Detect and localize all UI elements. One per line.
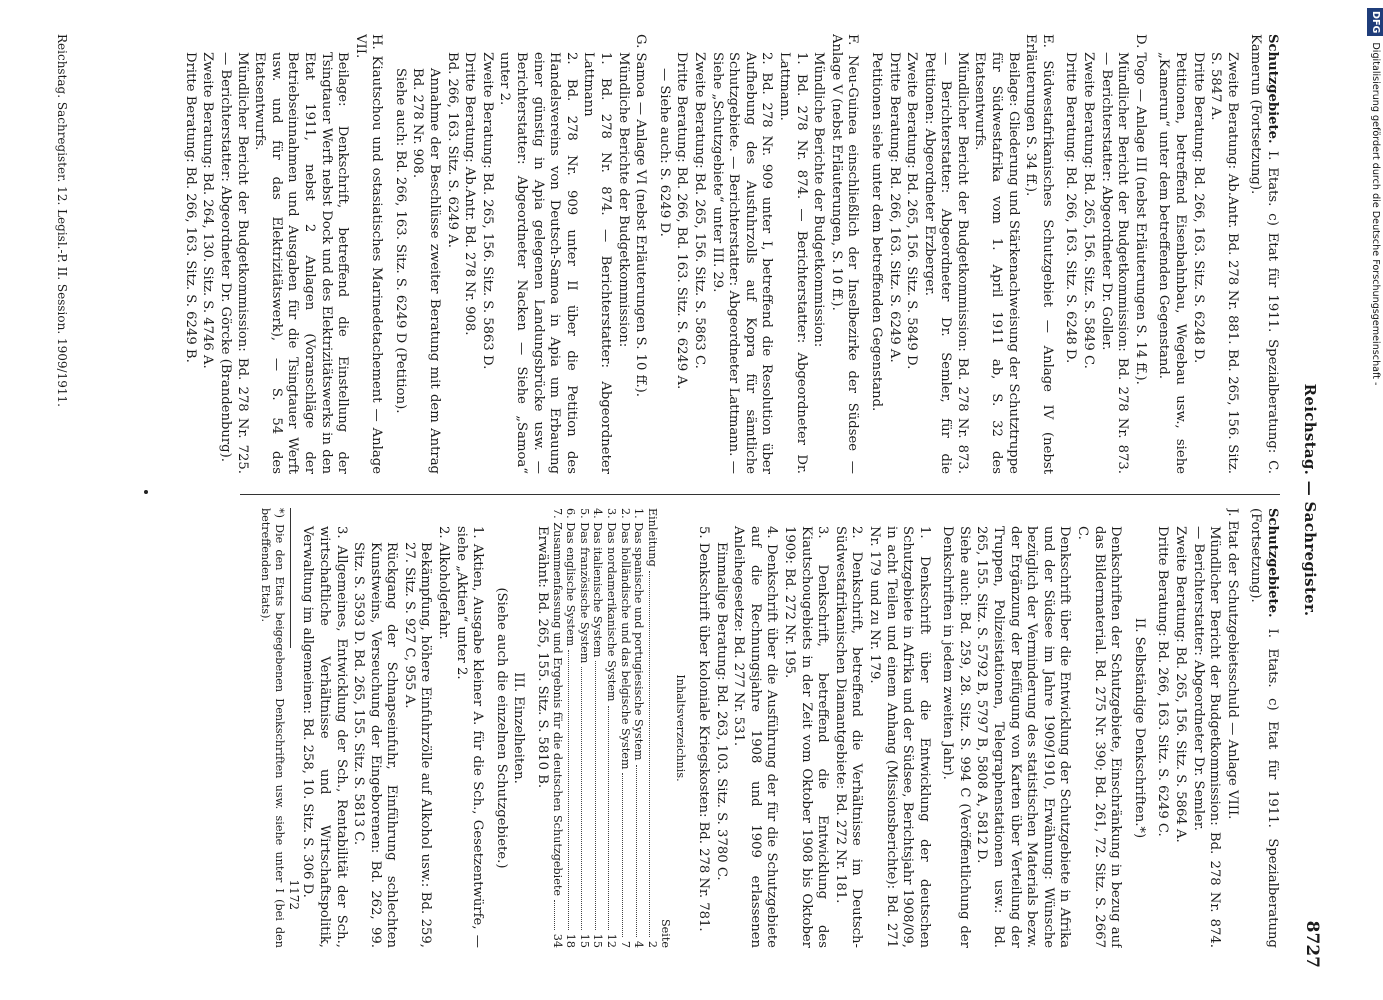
toc-entry [604,508,618,948]
toc-leader [622,773,632,936]
register-entry [580,52,613,474]
entry-text: Erwähnt: Bd. 265, 155. Sitz. S. 5810 B. [535,526,551,789]
register-entry [730,526,780,948]
entry-text: Siehe auch: Bd. 266, 163. Sitz. S. 6249 D (Petition). [392,68,408,414]
entry-text: Zweite Beratung: Bd. 265, 156. Sitz. S. 5863 D. [479,52,495,370]
paragraph-gap [860,34,866,474]
entry-text: F. Neu-Guinea einschließlich der Inselbezirke der Südsee — Anlage V (nebst Erläuterungen, S. 10 ff.). [828,34,861,474]
entry-text: 1. Bd. 278 Nr. 874. — Berichterstatter: Abgeordneter Lattmann [581,52,614,474]
toc-entry [632,508,646,948]
entry-text: Dritte Beratung: Bd. 266, 163. Sitz. S. 6249 B. [182,52,198,363]
register-entry [478,52,495,474]
entry-text: 1. Denkschrift über die Entwicklung der deutschen Schutzgebiete in Afrika und der Südsee, Berichtsjahr 1908/09, in acht Teilen und einem Anhang (Missionsberichte): Bd. 271 Nr. 179 und zu Nr. 179. [866,526,932,948]
entry-text: Annahme der Beschlüsse zweiter Beratung mit dem Antrag Bd. 278 Nr. 908. [410,68,443,474]
entry-text: Mündliche Berichte der Budgetkommission: [615,52,631,348]
register-entry [1189,526,1222,948]
register-entry [351,34,384,474]
entry-text: Dritte Beratung: Ab.Antr. Bd. 278 Nr. 908. [462,52,478,336]
register-entry [181,52,198,474]
register-entry [632,34,649,474]
toc-label: 4. Das italienische System [591,508,605,658]
bullet-mark [144,490,148,494]
toc-leader [595,661,605,929]
paragraph-gap [932,508,938,948]
register-entry [251,52,351,474]
paragraph-gap [384,34,390,474]
entry-text: Mündlicher Bericht der Budgetkommission: Bd. 278 Nr. 873. — Berichterstatter: Abgeordneter Dr. Goller. [1098,52,1131,474]
toc-entry [645,508,659,948]
toc-label: 7. Zusammenfassung und Ergebnis für die deutschen Schutzgebiete [550,508,564,896]
register-entry [1247,508,1280,948]
register-entry [865,526,931,948]
register-entry [1155,52,1188,474]
toc-page: 2 [645,940,659,948]
toc-page: 15 [591,933,605,948]
entry-text: Zweite Beratung: Bd. 264, 130. Sitz. S. 4746 A. [200,52,216,369]
toc-leader [554,900,564,930]
register-entry [673,52,690,474]
page-number: 8727 [1302,920,1322,968]
toc-label: 3. Das nordamerikanische System [605,508,619,702]
toc-entry [618,508,632,948]
toc-label: Einleitung [645,508,659,567]
entry-text: Rückgang der Schnapseinfuhr, Einführung schlechten Kunstweins, Verseuchung der Eingeborenen: Bd. 262, 99. Sitz. S. 3593 D. Bd. 265, 155. Sitz. S. 5813 C. [351,542,400,948]
register-entry [452,526,485,948]
register-entry [299,526,349,948]
register-entry [492,508,509,948]
register-entry [391,68,408,474]
entry-text: 2. Denkschrift, betreffend die Verhältnisse im Deutsch-Südwestafrikanischen Diamantgebiete: Bd. 272 Nr. 181. [832,526,865,948]
entry-text: Mündlicher Bericht der Budgetkommission: Bd. 278 Nr. 873. — Berichterstatter: Abgeordneter Dr. Semler, für die Petitionen: Abgeordneter Erzberger. [921,52,970,474]
entry-text: Siehe auch: Bd. 259, 28. Sitz. S. 994 C (Veröffentlichung der Denkschriften in jedem zweiten Jahr). [940,526,972,948]
register-entry [216,52,249,474]
register-entry [831,526,864,948]
entry-text: J. Etat der Schutzgebietsschuld — Anlage VIII. [1224,508,1240,820]
entry-text: Inhaltsverzeichnis. [674,674,688,782]
paragraph-gap [1123,508,1129,948]
register-entry [1130,508,1147,948]
register-entry [400,542,433,948]
register-entry [694,526,711,948]
register-entry [443,52,460,474]
entry-text: 5. Denkschrift über koloniale Kriegskosten: Bd. 278 Nr. 781. [696,526,711,932]
register-entry [920,52,970,474]
entry-text: *) Die den Etats beigegebenen Denkschriften usw. siehe unter I (bei den betreffenden Etats). [258,508,286,948]
entry-text: Einmalige Beratung: Bd. 263, 103. Sitz. S. 3780 C. [713,542,729,881]
register-entry [712,542,729,948]
entry-text: Zweite Beratung: Bd. 265, 156. Sitz. S. 5849 D. [904,52,920,370]
toc-leader [568,650,578,930]
entry-text: Dritte Beratung: Bd. 266, 163. Sitz. S. 6249 A. [886,52,902,363]
toc-entry [591,508,605,948]
register-entry [510,508,527,948]
entry-text: 1. Bd. 278 Nr. 874. — Berichterstatter: Abgeordneter Dr. Lattmann. [776,52,809,474]
register-entry [780,526,830,948]
register-entry [461,52,478,474]
entry-text: I. Etats. c) Etat für 1911. Spezialberatung: C. Kamerun (Fortsetzung). [1248,34,1280,474]
entry-text: 3. Denkschrift, betreffend die Entwicklung des Kiautschougebiets in der Zeit vom Oktober 1908 bis Oktober 1909: Bd. 272 Nr. 195. [781,526,831,948]
entry-text: Mündlicher Bericht der Budgetkommission: Bd. 278 Nr. 874. — Berichterstatter: Abgeordneter Dr. Semler. [1190,526,1223,948]
entry-text: Denkschrift über die Entwicklung der Schutzgebiete in Afrika und der Südsee im Jahre 1909/1910, Erwähnung: Wünsche bezüglich der Verminderung des statistischen Materials bezw. der Ergänzung der Beifügung von Karten über Verteilung der Truppen, Polizeistationen, Telegraphenstationen usw.: Bd. 265, 155. Sitz. S. 5792 B, 5797 B, 5808 A, 5812 D. [974,526,1073,948]
entry-text: Zweite Beratung: Bd. 265, 156. Sitz. S. 5864 A. [1173,526,1189,843]
toc-label: 1. Das spanische und portugiesische System [632,508,646,761]
entry-text: H. Kiautschou und ostasiatisches Marinedetachement — Anlage VII. [352,34,385,474]
paragraph-gap [648,34,654,474]
right-column [50,508,1280,948]
toc-label: 5. Das französische System [577,508,591,664]
register-entry [973,526,1073,948]
rotated-page [32,20,1332,980]
entry-text: Zweite Beratung: Bd. 265, 156. Sitz. S. 5849 C. [1081,52,1097,369]
toc-page: 12 [605,933,619,948]
column-divider [240,494,1280,495]
entry-text: I. Etats. c) Etat für 1911. Spezialberatung (Fortsetzung). [1248,508,1280,948]
register-entry [199,52,216,474]
register-entry [350,542,400,948]
toc-leader [636,765,646,937]
toc-label: 2. Das holländische und das belgische System [618,508,632,770]
register-entry [903,52,920,474]
paragraph-gap [1240,508,1246,948]
paragraph-gap [485,508,491,948]
entry-text: 3. Allgemeines, Entwicklung der Sch., Rentabilität der Sch., wirtschaftliche Verhältnisse und Wirtschaftspolitik, Verwaltung im allgemeinen: Bd. 258, 10. Sitz. S. 306 D. [300,526,349,948]
toc-leader [581,667,591,929]
page-footer: Reichstag. Sachregister. 12. Legisl.-P. II. Session. 1909/1911. [55,34,69,407]
entry-text: — Siehe auch: S. 6249 D. [656,68,672,237]
register-entry [1022,34,1055,474]
paragraph-gap [1148,34,1154,474]
register-entry [533,526,550,948]
entry-text: Dritte Beratung: Bd. 266, Bd. 163. Sitz. S. 6249 A. [674,52,690,390]
toc-page: 18 [564,933,578,948]
register-entry [1079,52,1096,474]
signature-number: 1172 [287,879,301,910]
entry-text: 4. Denkschrift über die Ausführung der für die Schutzgebiete auf die Rechnungsjahre 1908 und 1909 erlassenen Anleihegesetze: Bd. 277 Nr. 531. [731,526,780,948]
entry-text: Mündliche Berichte der Budgetkommission: [811,52,827,348]
left-column [50,34,1280,474]
page-content [32,20,1332,980]
entry-text: Petitionen siehe unter dem betreffenden Gegenstand. [868,52,884,412]
register-entry [1207,52,1240,474]
entry-text: Petitionen, betreffend Eisenbahnbau, Wegebau usw., siehe „Kamerun“ unter dem betreffenden Gegenstand. [1156,52,1189,474]
paragraph-gap [1240,34,1246,474]
entry-text: Bd. 266, 163. Sitz. S. 6249 A. [444,52,460,248]
toc-leader [608,706,618,930]
toc-entry [550,508,564,948]
entry-text: 2. Alkoholgefahr. [436,526,452,640]
register-entry [810,52,827,474]
funding-note: Digitalisierung gefördert durch die Deutsche Forschungsgemeinschaft - [1370,42,1381,386]
toc-page: Seite [659,919,673,948]
toc-label: 6. Das englische System [564,508,578,647]
toc-page: 4 [632,940,646,948]
footnote-rule [290,508,291,648]
entry-text: Dritte Beratung: Bd. 266, 163. Sitz. S. 6249 C. [1155,526,1171,837]
entry-text: Beilage: Denkschrift, betreffend die Einstellung der Tsingtauer Werft nebst Dock und des Elektrizitätswerks in den Etat 1911, nebst 2 Anlagen (Voranschläge der Betriebseinnahmen und Ausgaben für die Tsingtauer Werft usw. und für das Elektrizitätswerk), — S. 54 des Etatsentwurfs. [252,52,351,474]
toc-page: 15 [577,933,591,948]
register-entry [827,34,860,474]
register-entry [1097,52,1130,474]
toc-entry [577,508,591,948]
register-entry [1073,526,1123,948]
page-header [1292,20,1332,980]
entry-text: G. Samoa — Anlage VI (nebst Erläuterungen S. 10 ff.). [633,34,649,398]
register-entry [409,68,442,474]
entry-text: Zweite Beratung: Bd. 265, 156. Sitz. S. 5863 C. [692,52,707,369]
register-entry [885,52,902,474]
register-entry [1189,52,1206,474]
register-entry [673,508,687,948]
paragraph-gap [526,508,532,948]
entry-text: Dritte Beratung: Bd. 266, 163. Sitz. S. 6248 D. [1063,52,1079,364]
entry-text: II. Selbständige Denkschriften.*) [1131,617,1147,839]
entry-text: Denkschriften der Schutzgebiete, Einschränkung in bezug auf das Bildermaterial. Bd. 275 Nr. 390; Bd. 261, 72. Sitz. S. 2667 C. [1075,526,1124,948]
entry-keyword: Schutzgebiete. [1265,508,1280,629]
entry-text: Zweite Beratung: Ab.Antr. Bd. 278 Nr. 881. Bd. 265, 156. Sitz. S. 5847 A. [1208,52,1240,474]
register-entry [690,52,707,474]
register-entry [655,68,672,474]
register-entry [496,52,579,474]
register-entry [939,526,972,948]
register-entry [867,52,884,474]
entry-text: Dritte Beratung: Bd. 266, 163. Sitz. S. 6248 D. [1190,52,1206,364]
entry-text: D. Togo — Anlage III (nebst Erläuterungen S. 14 ff.). [1132,34,1148,385]
toc-heading [659,508,673,948]
toc-leader [649,571,659,937]
entry-keyword: Schutzgebiete. [1265,34,1280,151]
paragraph-gap [1147,508,1153,948]
entry-text: 2. Bd. 278 Nr. 909 unter II über die Petition des Handelsvereins von Deutsch-Samoa in Apia um Erbauung einer günstig in Apia gelegenen Landungsbrücke usw. — Berichterstatter: Abgeordneter Nacken — Siehe „Samoa“ unter 2. [497,52,579,474]
entry-text: Beilage: Gliederung und Stärkenachweisung der Schutztruppe für Südwestafrika vom 1. April 1911 ab, S. 32 des Etatsentwurfs. [972,52,1021,474]
digitization-strip-text [1367,0,1383,1000]
toc-page: 34 [550,933,564,948]
register-entry [1154,526,1171,948]
entry-text: (Siehe auch die einzelnen Schutzgebiete.) [493,587,509,869]
digitization-strip [1367,0,1383,1000]
entry-text: Mündlicher Bericht der Budgetkommission: Bd. 278 Nr. 725. — Berichterstatter: Abgeordneter Dr. Görcke (Brandenburg). [217,52,250,474]
register-entry [435,526,452,948]
toc-entry [564,508,578,948]
paragraph-gap [687,508,693,948]
register-entry [775,52,808,474]
paragraph-gap [1055,34,1061,474]
register-entry [971,52,1021,474]
register-entry [614,52,631,474]
running-title: Reichstag. — Sachregister. [1301,383,1319,617]
toc-page: 7 [618,940,632,948]
register-entry [1171,526,1188,948]
register-entry [258,508,286,948]
entry-text: Bekämpfung, höhere Einfuhrzölle auf Alkohol usw.: Bd. 259, 27. Sitz. S. 927 C, 955 A. [401,542,434,948]
dfg-logo: DFG [1367,8,1383,36]
register-entry [1223,508,1240,948]
entry-text: III. Einzelheiten. [511,672,527,784]
register-entry [1247,34,1280,474]
register-entry [1131,34,1148,474]
entry-text: 1. Aktien, Ausgabe kleiner A. für die Sch., Gesetzentwürfe, — siehe „Aktien“ unter 2. [453,526,486,948]
register-entry [1062,52,1079,474]
toc-leader [659,508,673,919]
entry-text: 2. Bd. 278 Nr. 909 unter I, betreffend die Resolution über Aufhebung des Ausfuhrzolls auf Kopra für sämtliche Schutzgebiete. — Berichterstatter: Abgeordneter Lattmann. — Siehe „Schutzgebiete“ unter III. 29. [709,52,775,474]
register-entry [708,52,774,474]
entry-text: E. Südwestafrikanisches Schutzgebiet — Anlage IV (nebst Erläuterungen S. 34 ff.). [1023,34,1055,474]
